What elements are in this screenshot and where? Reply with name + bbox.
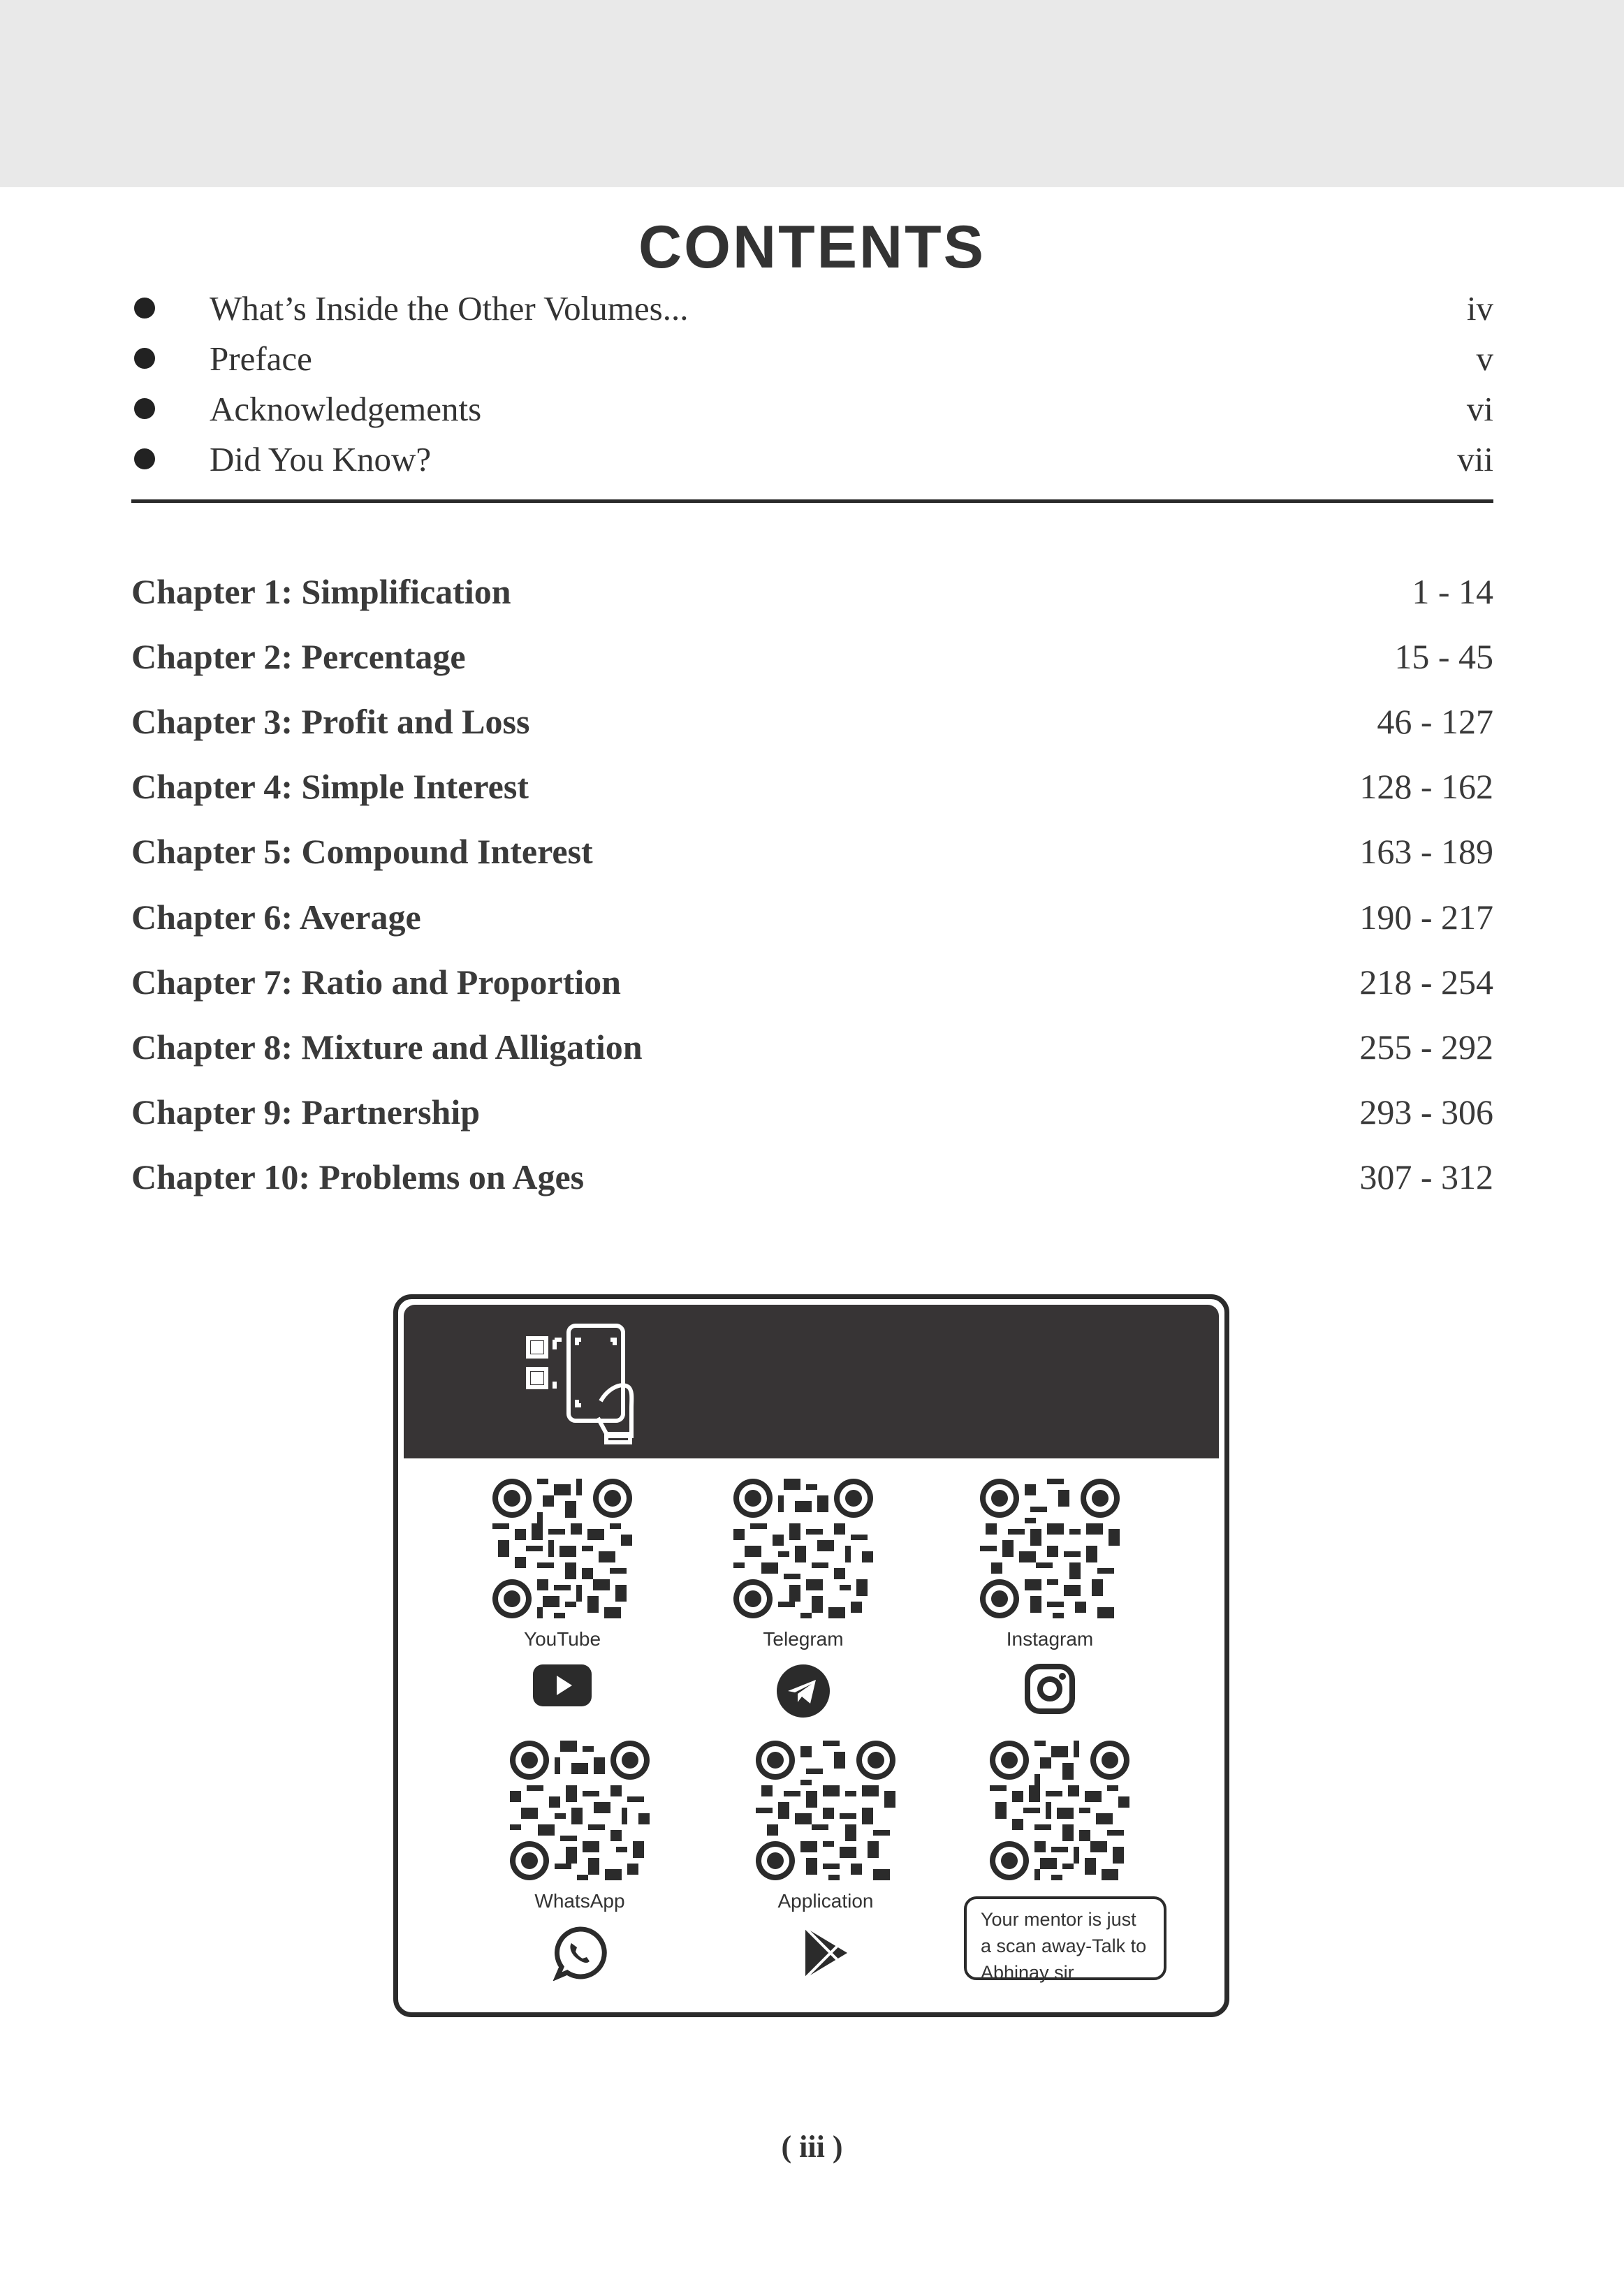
qr-youtube[interactable] xyxy=(458,1479,667,1708)
bullet-icon xyxy=(134,398,155,419)
front-matter-label: Did You Know? xyxy=(210,439,432,478)
chapter-pages: 190 - 217 xyxy=(1359,897,1493,937)
front-matter-list xyxy=(131,283,1493,484)
scan-qr-phone-icon xyxy=(522,1319,655,1444)
chapter-label: Chapter 2: Percentage xyxy=(131,636,466,676)
chapter-item[interactable] xyxy=(131,1014,1493,1079)
front-matter-page: iv xyxy=(1466,288,1493,328)
front-matter-item[interactable] xyxy=(131,383,1493,434)
chapter-pages: 1 - 14 xyxy=(1412,571,1493,611)
qr-label-instagram: Instagram xyxy=(1006,1628,1094,1650)
qr-whatsapp[interactable] xyxy=(475,1741,685,1981)
chapter-item[interactable] xyxy=(131,949,1493,1014)
front-matter-item[interactable] xyxy=(131,283,1493,333)
mentor-note: Your mentor is just a scan away-Talk to Abhinay sir xyxy=(964,1896,1166,1980)
chapter-pages: 163 - 189 xyxy=(1359,832,1493,872)
chapter-item[interactable] xyxy=(131,754,1493,819)
chapter-pages: 46 - 127 xyxy=(1377,701,1493,741)
qr-code-instagram[interactable] xyxy=(980,1479,1120,1618)
chapter-pages: 293 - 306 xyxy=(1359,1092,1493,1132)
qr-panel-header xyxy=(404,1305,1219,1458)
chapter-label: Chapter 9: Partnership xyxy=(131,1092,481,1132)
telegram-icon xyxy=(775,1663,831,1719)
chapter-item[interactable] xyxy=(131,559,1493,624)
youtube-icon xyxy=(532,1663,593,1708)
whatsapp-icon xyxy=(552,1925,608,1981)
chapter-pages: 307 - 312 xyxy=(1359,1157,1493,1197)
front-matter-item[interactable] xyxy=(131,333,1493,383)
qr-panel xyxy=(393,1294,1229,2017)
chapter-item[interactable] xyxy=(131,819,1493,884)
chapter-item[interactable] xyxy=(131,689,1493,754)
chapter-label: Chapter 1: Simplification xyxy=(131,571,511,611)
play-store-icon xyxy=(800,1925,851,1981)
qr-label-application: Application xyxy=(777,1890,874,1912)
qr-code-youtube[interactable] xyxy=(492,1479,632,1618)
qr-mentor[interactable] xyxy=(955,1741,1164,1880)
chapter-label: Chapter 6: Average xyxy=(131,897,421,937)
front-matter-label: What’s Inside the Other Volumes... xyxy=(210,288,689,328)
chapter-label: Chapter 8: Mixture and Alligation xyxy=(131,1027,643,1067)
chapter-pages: 255 - 292 xyxy=(1359,1027,1493,1067)
chapter-pages: 15 - 45 xyxy=(1394,636,1493,676)
chapter-item[interactable] xyxy=(131,1145,1493,1210)
front-matter-page: v xyxy=(1476,339,1493,378)
bullet-icon xyxy=(134,448,155,469)
chapter-pages: 128 - 162 xyxy=(1359,767,1493,807)
chapter-item[interactable] xyxy=(131,1080,1493,1145)
qr-label-whatsapp: WhatsApp xyxy=(534,1890,625,1912)
qr-application[interactable] xyxy=(721,1741,930,1981)
chapter-label: Chapter 10: Problems on Ages xyxy=(131,1157,585,1197)
qr-code-whatsapp[interactable] xyxy=(510,1741,650,1880)
chapter-label: Chapter 4: Simple Interest xyxy=(131,767,529,807)
chapter-label: Chapter 3: Profit and Loss xyxy=(131,701,530,741)
qr-label-telegram: Telegram xyxy=(763,1628,844,1650)
chapter-list xyxy=(131,559,1493,1210)
chapter-item[interactable] xyxy=(131,624,1493,689)
bullet-icon xyxy=(134,298,155,319)
bullet-icon xyxy=(134,348,155,369)
qr-code-telegram[interactable] xyxy=(733,1479,873,1618)
page-number: ( iii ) xyxy=(781,2130,843,2164)
instagram-icon xyxy=(1024,1663,1076,1715)
chapter-pages: 218 - 254 xyxy=(1359,962,1493,1002)
chapter-label: Chapter 5: Compound Interest xyxy=(131,832,593,872)
divider xyxy=(131,499,1493,503)
qr-label-youtube: YouTube xyxy=(523,1628,601,1650)
qr-code-application[interactable] xyxy=(756,1741,895,1880)
top-band xyxy=(0,0,1624,187)
chapter-item[interactable] xyxy=(131,884,1493,949)
front-matter-label: Preface xyxy=(210,339,312,378)
front-matter-page: vii xyxy=(1457,439,1493,478)
front-matter-label: Acknowledgements xyxy=(210,389,482,428)
qr-code-mentor[interactable] xyxy=(990,1741,1129,1880)
front-matter-page: vi xyxy=(1466,389,1493,428)
chapter-label: Chapter 7: Ratio and Proportion xyxy=(131,962,621,1002)
qr-instagram[interactable] xyxy=(945,1479,1155,1715)
page-title: CONTENTS xyxy=(638,214,986,281)
qr-telegram[interactable] xyxy=(698,1479,908,1719)
front-matter-item[interactable] xyxy=(131,434,1493,484)
